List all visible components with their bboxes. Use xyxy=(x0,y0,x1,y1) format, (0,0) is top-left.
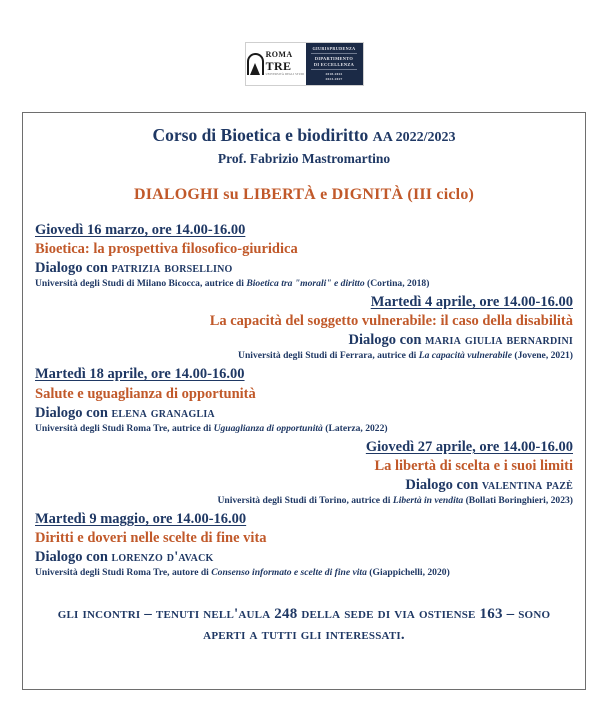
event-publisher: (Bollati Boringhieri, 2023) xyxy=(463,495,573,507)
event-speaker-name: elena granaglia xyxy=(111,404,215,421)
event-publisher: (Laterza, 2022) xyxy=(322,422,388,434)
event-block xyxy=(35,365,573,435)
event-topic: La capacità del soggetto vulnerabile: il caso della disabilità xyxy=(209,313,573,330)
event-topic: Salute e uguaglianza di opportunità xyxy=(35,385,256,402)
logo-tre-text: TRE xyxy=(265,59,292,74)
event-book-title: La capacità vulnerabile xyxy=(418,350,512,362)
arch-icon xyxy=(247,53,264,75)
event-affiliation xyxy=(35,278,573,291)
event-topic: La libertà di scelta e i suoi limiti xyxy=(374,457,573,474)
event-affiliation-prefix: Università degli Studi Roma Tre, autore di xyxy=(35,567,212,579)
event-book-title: Consenso informato e scelte di fine vita xyxy=(211,567,367,579)
event-date: Martedì 4 aprile, ore 14.00-16.00 xyxy=(370,294,573,311)
event-dialogue-prefix: Dialogo con xyxy=(348,332,426,349)
department-excellence-text xyxy=(311,54,357,70)
event-date: Martedì 18 aprile, ore 14.00-16.00 xyxy=(35,366,245,383)
event-affiliation xyxy=(35,567,573,580)
department-years xyxy=(326,70,343,81)
logo-subtitle-text: UNIVERSITÀ DEGLI STUDI xyxy=(265,73,305,77)
event-topic: Diritti e doveri nelle scelte di fine vita xyxy=(35,530,267,547)
event-block xyxy=(35,221,573,291)
event-speaker-name: patrizia borsellino xyxy=(111,260,233,277)
department-faculty-text: GIURISPRUDENZA xyxy=(311,46,357,54)
footer-note: gli incontri – tenuti nell'aula 248 della sede di via ostiense 163 – sono aperti a tutti gli interessati. xyxy=(57,606,551,644)
course-title-text: Corso di Bioetica e biodiritto xyxy=(152,125,369,145)
event-affiliation-prefix: Università degli Studi di Milano Bicocca, autrice di xyxy=(35,278,247,290)
event-dialogue-line xyxy=(35,259,573,278)
event-date: Giovedì 27 aprile, ore 14.00-16.00 xyxy=(365,438,573,455)
department-years-second: 2023-2027 xyxy=(325,77,343,81)
event-dialogue-prefix: Dialogo con xyxy=(35,404,112,421)
event-speaker-name: valentina pazè xyxy=(481,476,573,493)
event-book-title: Bioetica tra "morali" e diritto xyxy=(246,278,365,290)
logo-left-panel xyxy=(246,43,306,85)
event-dialogue-line xyxy=(35,404,573,423)
event-topic: Bioetica: la prospettiva filosofico-giuridica xyxy=(35,240,298,257)
event-block xyxy=(35,510,573,580)
event-date: Martedì 9 maggio, ore 14.00-16.00 xyxy=(35,511,247,528)
professor-name: Prof. Fabrizio Mastromartino xyxy=(217,150,391,166)
academic-year-text: AA 2022/2023 xyxy=(372,130,456,145)
logo-roma-text: ROMA xyxy=(265,50,293,60)
event-publisher: (Jovene, 2021) xyxy=(511,350,573,362)
event-block xyxy=(35,438,573,508)
event-speaker-name: maria giulia bernardini xyxy=(425,332,573,349)
event-affiliation xyxy=(35,495,573,508)
event-speaker-name: lorenzo d'avack xyxy=(111,549,214,566)
event-list xyxy=(35,221,573,581)
logo-mark xyxy=(247,51,305,77)
event-dialogue-prefix: Dialogo con xyxy=(405,476,482,493)
logo-wordmark xyxy=(266,51,305,77)
event-block xyxy=(35,293,573,363)
event-affiliation-prefix: Università degli Studi Roma Tre, autrice di xyxy=(35,422,214,434)
event-affiliation-prefix: Università degli Studi di Ferrara, autrice di xyxy=(238,350,419,362)
poster-content-frame xyxy=(22,112,586,690)
logo-band xyxy=(0,0,608,86)
event-book-title: Uguaglianza di opportunità xyxy=(213,422,323,434)
event-publisher: (Giappichelli, 2020) xyxy=(366,567,450,579)
event-dialogue-line xyxy=(35,476,573,495)
event-dialogue-prefix: Dialogo con xyxy=(35,260,112,277)
event-dialogue-line xyxy=(35,331,573,350)
course-title xyxy=(35,125,573,147)
event-date: Giovedì 16 marzo, ore 14.00-16.00 xyxy=(35,221,246,238)
event-book-title: Libertà in vendita xyxy=(392,495,464,507)
event-affiliation xyxy=(35,423,573,436)
department-years-first: 2018-2022 xyxy=(325,72,343,77)
series-title: DIALOGHI su LIBERTÀ e DIGNITÀ (III ciclo) xyxy=(133,185,475,203)
roma-tre-logo xyxy=(245,42,364,86)
department-excellence-line2: DI ECCELLENZA xyxy=(313,61,355,67)
event-publisher: (Cortina, 2018) xyxy=(364,278,430,290)
logo-department-panel xyxy=(306,43,363,85)
event-dialogue-line xyxy=(35,548,573,567)
event-dialogue-prefix: Dialogo con xyxy=(35,549,112,566)
event-affiliation xyxy=(35,350,573,363)
event-affiliation-prefix: Università degli Studi di Torino, autrice di xyxy=(217,495,393,507)
department-excellence-line1: DIPARTIMENTO xyxy=(314,56,354,62)
